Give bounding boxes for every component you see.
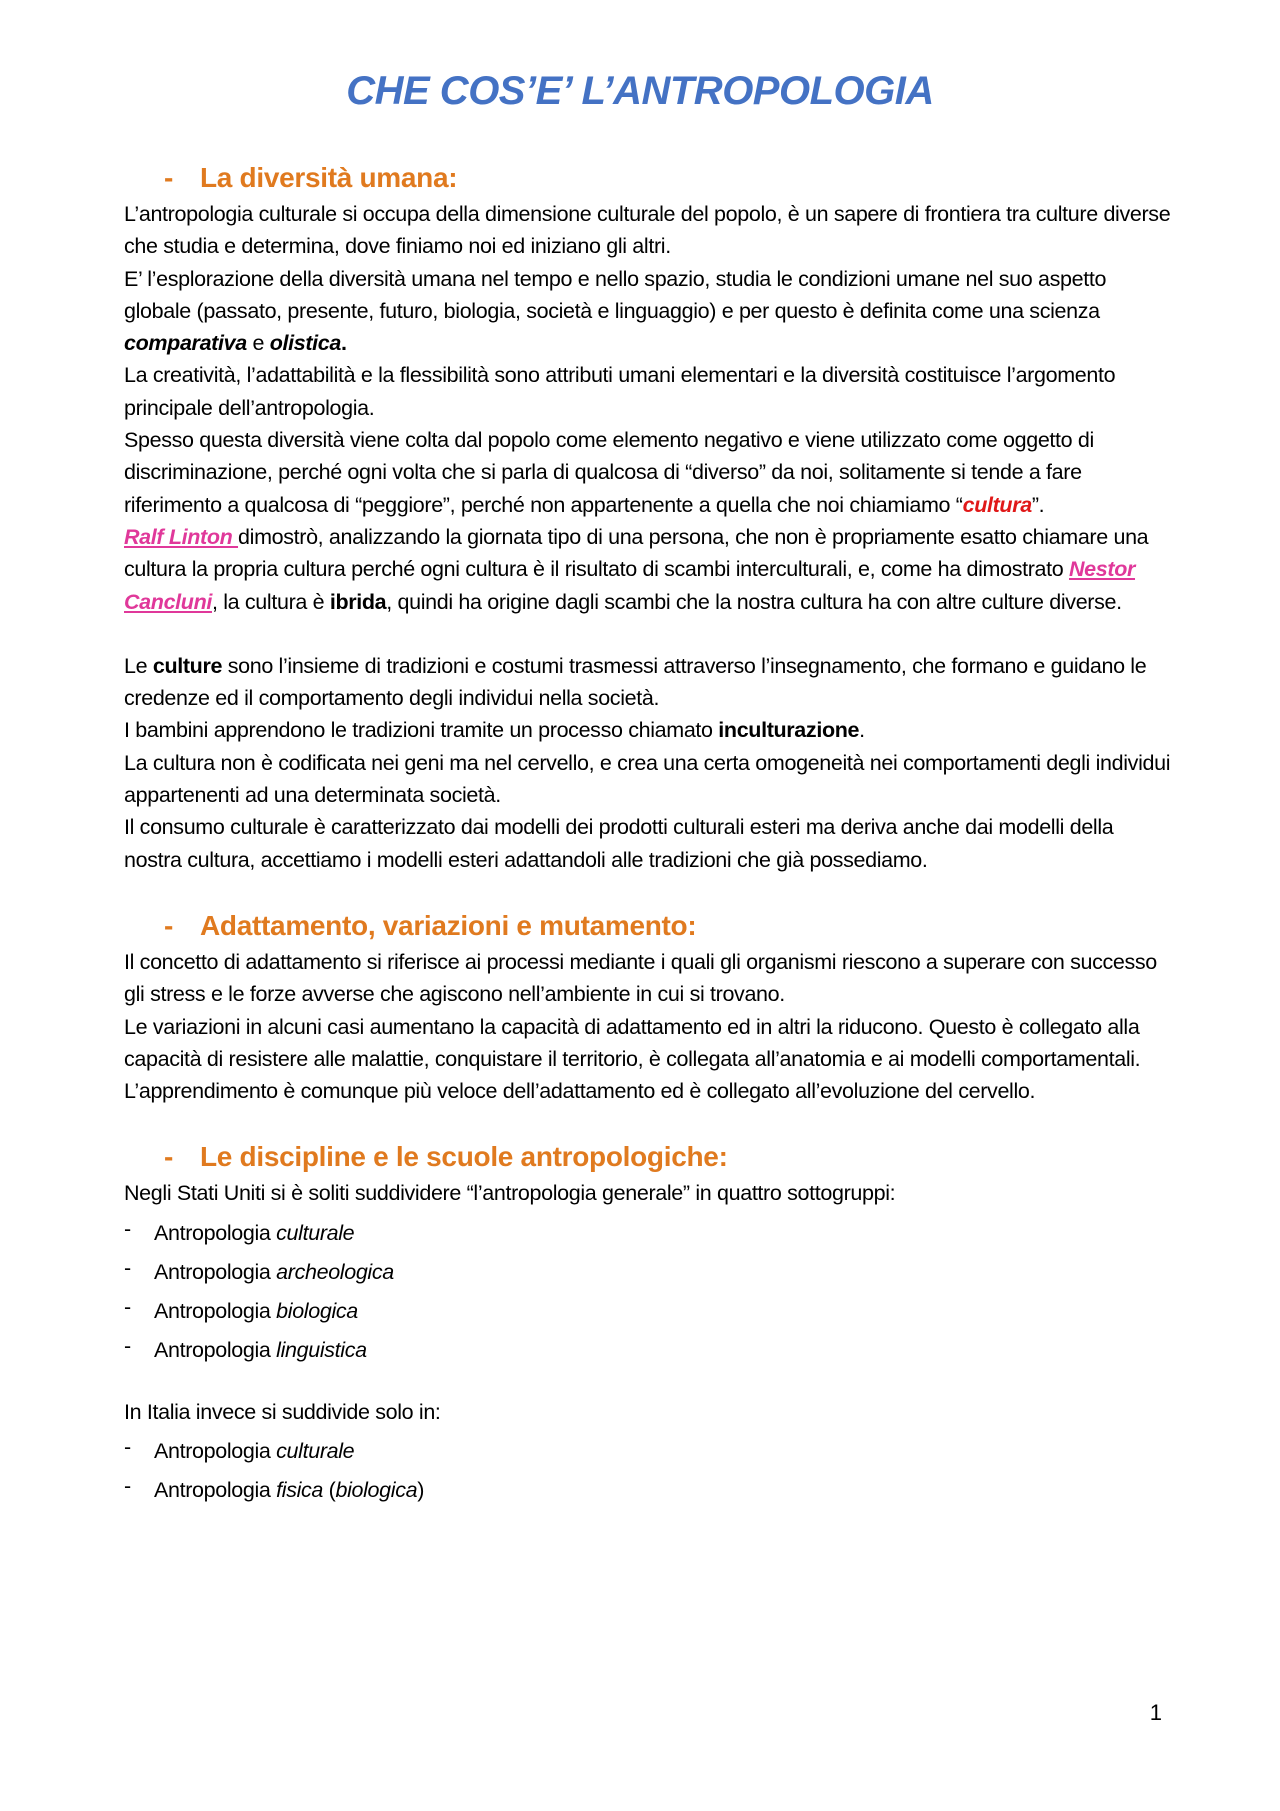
text-run: culturale — [276, 1439, 355, 1464]
list-item — [124, 1253, 1174, 1292]
emphasis-inculturazione: inculturazione — [718, 718, 860, 743]
text-run: I bambini apprendono le tradizioni tramite un processo chiamato — [124, 718, 719, 743]
emphasis-cultura: cultura — [962, 492, 1032, 517]
paragraph: Il consumo culturale è caratterizzato dai modelli dei prodotti culturali esteri ma deriva anche dai modelli della nostra cultura, accettiamo i modelli esteri adattandoli alle tradizioni che già possediamo. — [124, 815, 1114, 872]
text-run: e — [246, 331, 270, 356]
text-run: archeologica — [276, 1259, 394, 1284]
text-run: ( — [323, 1478, 336, 1503]
text-run: Spesso questa diversità viene colta dal popolo come elemento negativo e viene utilizzato come oggetto di discriminazione, perché ogni volta che si parla di qualcosa di “diverso” da noi, solitamente si tende a fare riferimento a qualcosa di “peggiore”, perché non appartenente a quella che noi chiamiamo “ — [124, 428, 1094, 517]
paragraph: Le variazioni in alcuni casi aumentano la capacità di adattamento ed in altri la riducono. Questo è collegato alla capacità di resistere alle malattie, conquistare il territorio, è collegata all’anatomia e ai modelli comportamentali. — [124, 1014, 1141, 1071]
emphasis-culture: culture — [152, 653, 223, 678]
text-run: Antropologia — [154, 1337, 277, 1362]
paragraph: La creatività, l’adattabilità e la flessibilità sono attributi umani elementari e la diversità costituisce l’argomento principale dell’antropologia. — [124, 363, 1116, 420]
text-run: Antropologia — [154, 1259, 277, 1284]
paragraph — [124, 424, 1174, 521]
paragraph: La cultura non è codificata nei geni ma nel cervello, e crea una certa omogeneità nei comportamenti degli individui appartenenti ad una determinata società. — [124, 750, 1171, 808]
list-bullet: - — [124, 1255, 131, 1280]
text-run: biologica — [276, 1298, 358, 1323]
page-number: 1 — [1149, 1700, 1162, 1725]
heading-dash: - — [164, 162, 174, 193]
heading-text: La diversità umana: — [200, 162, 458, 193]
document-title: CHE COS’E’ L’ANTROPOLOGIA — [346, 69, 934, 113]
text-run: Antropologia — [154, 1220, 277, 1245]
list-item — [124, 1471, 1174, 1510]
heading-text: Adattamento, variazioni e mutamento: — [200, 909, 697, 941]
list-item — [124, 1432, 1174, 1471]
text-run: biologica — [335, 1478, 418, 1503]
section-heading-diversita — [124, 158, 1174, 198]
paragraph: L’antropologia culturale si occupa della dimensione culturale del popolo, è un sapere di frontiera tra culture diverse che studia e determina, dove finiamo noi ed iniziano gli altri. — [124, 202, 1171, 259]
text-run: fisica — [276, 1478, 324, 1503]
paragraph — [124, 714, 1174, 746]
list-item — [124, 1331, 1174, 1370]
list-usa-subgroups — [124, 1214, 1174, 1370]
paragraph: L’apprendimento è comunque più veloce dell’adattamento ed è collegato all’evoluzione del cervello. — [124, 1079, 1036, 1104]
text-run: . — [859, 718, 865, 743]
paragraph — [124, 650, 1174, 715]
text-run: ) — [417, 1478, 425, 1503]
text-run: E’ l’esplorazione della diversità umana nel tempo e nello spazio, studia le condizioni umane nel suo aspetto globale (passato, presente, futuro, biologia, società e linguaggio) e per questo è definita come una scienza — [124, 266, 1107, 323]
paragraph: Il concetto di adattamento si riferisce ai processi mediante i quali gli organismi riescono a superare con successo gli stress e le forze avverse che agiscono nell’ambiente in cui si trovano. — [124, 949, 1157, 1007]
emphasis-comparativa: comparativa — [124, 331, 247, 356]
text-run: ”. — [1031, 492, 1045, 517]
emphasis-ibrida: ibrida — [329, 589, 387, 614]
list-bullet: - — [124, 1435, 131, 1460]
paragraph: Negli Stati Uniti si è soliti suddividere “l’antropologia generale” in quattro sottogruppi: — [124, 1181, 896, 1206]
text-run: culturale — [276, 1220, 355, 1245]
heading-text: Le discipline e le scuole antropologiche: — [200, 1141, 728, 1173]
text-run: , la cultura è — [212, 589, 330, 614]
text-run: Antropologia — [154, 1478, 277, 1503]
list-item — [124, 1292, 1174, 1331]
list-bullet: - — [124, 1294, 131, 1319]
paragraph — [124, 521, 1174, 618]
heading-dash: - — [164, 909, 174, 941]
text-run: linguistica — [276, 1337, 367, 1362]
paragraph-spacer — [124, 1370, 1174, 1396]
emphasis-olistica: olistica — [269, 331, 341, 356]
list-italy-subgroups — [124, 1432, 1174, 1510]
document-body — [124, 158, 1174, 1510]
text-run: , quindi ha origine dagli scambi che la nostra cultura ha con altre culture diverse. — [386, 589, 1122, 614]
list-bullet: - — [124, 1216, 131, 1241]
text-run: . — [340, 331, 347, 356]
list-item — [124, 1214, 1174, 1253]
section-heading-discipline — [124, 1137, 1174, 1177]
list-bullet: - — [124, 1333, 131, 1358]
heading-dash: - — [164, 1141, 174, 1173]
paragraph: In Italia invece si suddivide solo in: — [124, 1399, 441, 1424]
link-nestor-cancluni[interactable]: Nestor Cancluni — [124, 557, 1136, 614]
list-bullet: - — [124, 1474, 131, 1499]
text-run: Antropologia — [154, 1298, 277, 1323]
text-run: dimostrò, analizzando la giornata tipo di una persona, che non è propriamente esatto chiamare una cultura la propria cultura perché ogni cultura è il risultato di scambi interculturali, e, come ha dimostrato — [124, 524, 1149, 582]
text-run: sono l’insieme di tradizioni e costumi trasmessi attraverso l’insegnamento, che formano e guidano le credenze ed il comportamento degli individui nella società. — [124, 653, 1147, 711]
link-ralf-linton[interactable]: Ralf Linton — [124, 524, 239, 549]
paragraph — [124, 263, 1174, 360]
section-heading-adattamento — [124, 906, 1174, 946]
text-run: Le — [124, 653, 153, 678]
text-run: Antropologia — [154, 1439, 277, 1464]
paragraph-spacer — [124, 618, 1174, 650]
